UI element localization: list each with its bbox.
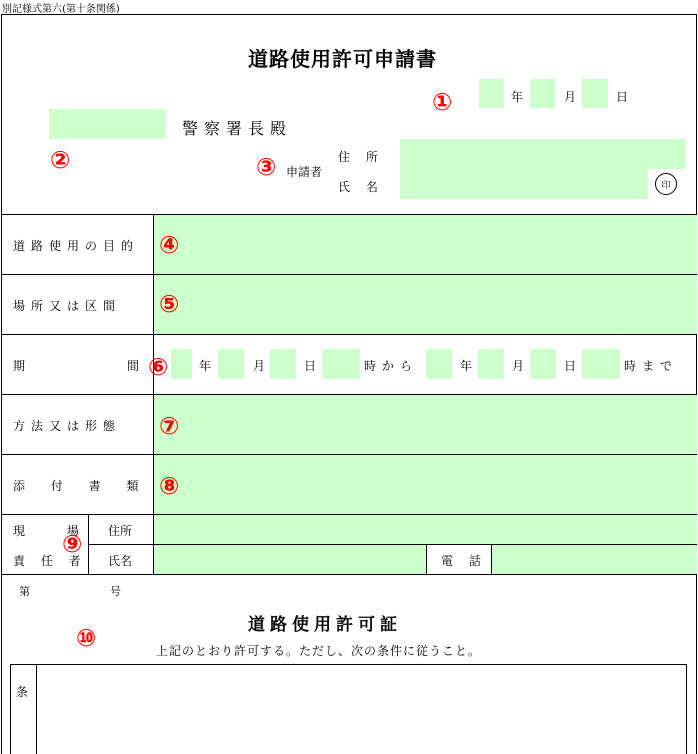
- manager-address-label: 住所: [108, 524, 133, 538]
- marker-6: ⑥: [148, 353, 169, 381]
- conditions-label: 条: [16, 685, 29, 699]
- row-divider: [1, 334, 697, 335]
- start-year-field[interactable]: [171, 349, 192, 379]
- permit-number-suffix: 号: [110, 585, 121, 598]
- date-year-field[interactable]: [479, 79, 504, 108]
- marker-9: ⑨: [62, 530, 83, 558]
- addressee-suffix: 警察署長殿: [182, 119, 293, 138]
- date-day-label: 日: [616, 90, 629, 104]
- police-station-field[interactable]: [49, 109, 166, 139]
- method-field[interactable]: [154, 395, 697, 454]
- marker-1: ①: [432, 88, 453, 116]
- method-label: 方法又は形態: [13, 419, 122, 433]
- permit-number-prefix: 第: [19, 585, 30, 598]
- start-hour-field[interactable]: [322, 349, 360, 379]
- column-divider: [426, 544, 427, 575]
- application-title: 道路使用許可申請書: [248, 47, 437, 71]
- marker-3: ③: [256, 153, 277, 181]
- seal-circle: [655, 173, 677, 195]
- column-divider: [88, 514, 89, 575]
- phone-label: 電 話: [441, 554, 487, 568]
- to-label: 時まで: [624, 359, 679, 373]
- place-label: 場所又は区間: [13, 299, 122, 313]
- applicant-name-field[interactable]: [400, 169, 648, 199]
- date-month-field[interactable]: [530, 79, 555, 108]
- end-year-label: 年: [460, 359, 473, 373]
- phone-field[interactable]: [492, 545, 697, 574]
- manager-name-field[interactable]: [154, 545, 426, 574]
- end-month-label: 月: [512, 359, 525, 373]
- marker-5: ⑤: [159, 290, 180, 318]
- start-day-label: 日: [304, 359, 317, 373]
- applicant-label: 申請者: [286, 165, 323, 179]
- place-field[interactable]: [154, 275, 697, 334]
- attachments-field[interactable]: [154, 455, 697, 514]
- marker-4: ④: [159, 231, 180, 259]
- end-day-label: 日: [564, 359, 577, 373]
- date-year-label: 年: [511, 90, 524, 104]
- start-month-label: 月: [253, 359, 266, 373]
- end-day-field[interactable]: [530, 349, 556, 379]
- attachments-label: 添 付 書 類: [13, 479, 145, 493]
- marker-7: ⑦: [159, 412, 180, 440]
- start-month-field[interactable]: [218, 349, 244, 379]
- period-label-end: 間: [127, 359, 140, 373]
- conditions-field[interactable]: [37, 665, 686, 754]
- applicant-name-label: 氏 名: [338, 180, 384, 194]
- applicant-address-label: 住 所: [338, 150, 384, 164]
- form-caption: 別記様式第六(第十条関係): [2, 4, 120, 15]
- seal-label: 印: [661, 180, 671, 191]
- site-manager-label-2: 責 任 者: [13, 554, 87, 568]
- marker-8: ⑧: [159, 472, 180, 500]
- permit-title: 道路使用許可証: [248, 615, 402, 635]
- end-year-field[interactable]: [426, 349, 452, 379]
- start-year-label: 年: [199, 359, 212, 373]
- date-month-label: 月: [564, 90, 577, 104]
- start-day-field[interactable]: [270, 349, 296, 379]
- purpose-field[interactable]: [154, 215, 697, 274]
- from-label: 時から: [364, 359, 419, 373]
- period-label-start: 期: [13, 359, 26, 373]
- marker-10: ⑩: [76, 624, 97, 652]
- site-manager-label-1: 現 場: [13, 524, 85, 538]
- end-hour-field[interactable]: [582, 349, 620, 379]
- row-divider: [1, 574, 697, 575]
- manager-address-field[interactable]: [154, 515, 697, 544]
- marker-2: ②: [50, 146, 71, 174]
- applicant-address-field[interactable]: [400, 139, 686, 169]
- permit-statement: 上記のとおり許可する。ただし、次の条件に従うこと。: [156, 644, 482, 658]
- end-month-field[interactable]: [478, 349, 504, 379]
- purpose-label: 道路使用の目的: [13, 239, 140, 253]
- manager-name-label: 氏名: [108, 554, 133, 568]
- date-day-field[interactable]: [582, 79, 608, 108]
